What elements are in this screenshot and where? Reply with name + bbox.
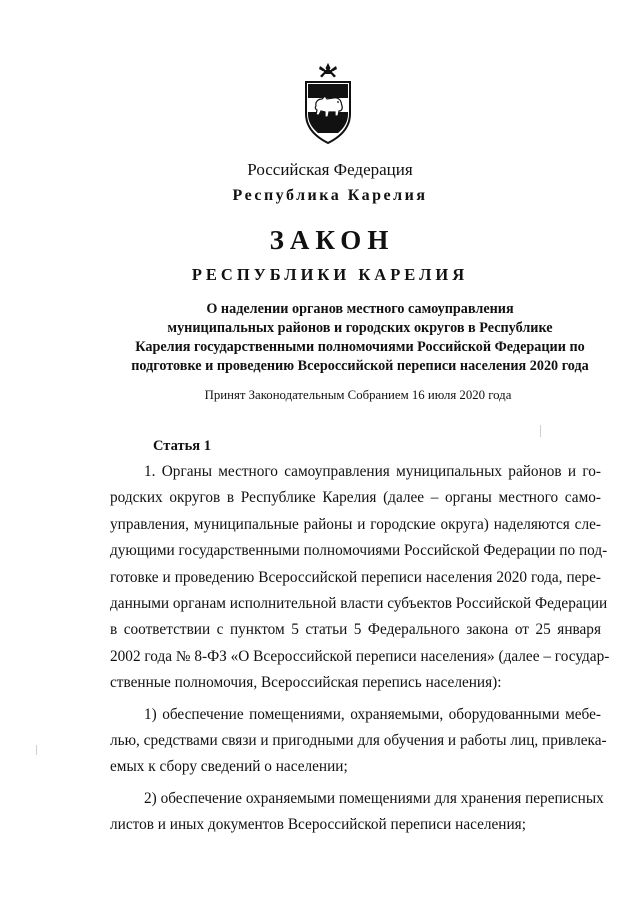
paragraph [110,702,607,781]
body-line: емых к сбору сведений о населении; [110,758,348,776]
article-body [110,459,610,843]
karelia-coat-of-arms-icon [298,62,358,146]
body-line: 2) обеспечение охраняемыми помещениями для хранения переписных [144,789,604,807]
document-issuer-subtitle: РЕСПУБЛИКИ КАРЕЛИЯ [191,265,469,284]
law-name [100,300,620,376]
scan-artifact [36,745,37,755]
law-name-line: подготовке и проведению Всероссийской переписи населения 2020 года [131,358,589,374]
document-type-title: ЗАКОН [269,225,395,255]
law-name-line: О наделении органов местного самоуправления [206,301,514,317]
body-line: в соответствии с пунктом 5 статьи 5 Федерального закона от 25 января [110,621,601,639]
adoption-note: Принят Законодательным Собранием 16 июля 2020 года [204,388,512,402]
body-line: управления, муниципальные районы и городские округа) наделяются сле- [110,515,601,533]
republic-name: Республика Карелия [232,187,428,204]
scan-artifact [540,425,541,437]
law-name-line: муниципальных районов и городских округов в Республике [167,320,553,336]
body-line: данными органам исполнительной власти субъектов Российской Федерации [110,594,608,612]
body-line: готовке и проведению Всероссийской переписи населения 2020 года, пере- [110,568,601,586]
body-line: дующими государственными полномочиями Российской Федерации по под- [110,542,608,560]
paragraph [110,459,610,697]
body-line: лью, средствами связи и пригодными для обучения и работы лиц, привлека- [110,731,607,749]
article-heading: Статья 1 [153,438,211,454]
body-line: 1. Органы местного самоуправления муниципальных районов и го- [144,463,601,480]
federation-name: Российская Федерация [247,160,413,179]
body-line: 2002 года № 8-ФЗ «О Всероссийской переписи населения» (далее – государ- [110,647,610,665]
body-line: листов и иных документов Всероссийской переписи населения; [110,816,526,834]
law-name-line: Карелия государственными полномочиями Российской Федерации по [135,339,585,355]
body-line: родских округов в Республике Карелия (далее – органы местного само- [110,489,601,507]
paragraph [110,786,604,839]
body-line: ственные полномочия, Всероссийская перепись населения): [110,674,502,692]
body-line: 1) обеспечение помещениями, охраняемыми, оборудованными мебе- [144,705,601,723]
